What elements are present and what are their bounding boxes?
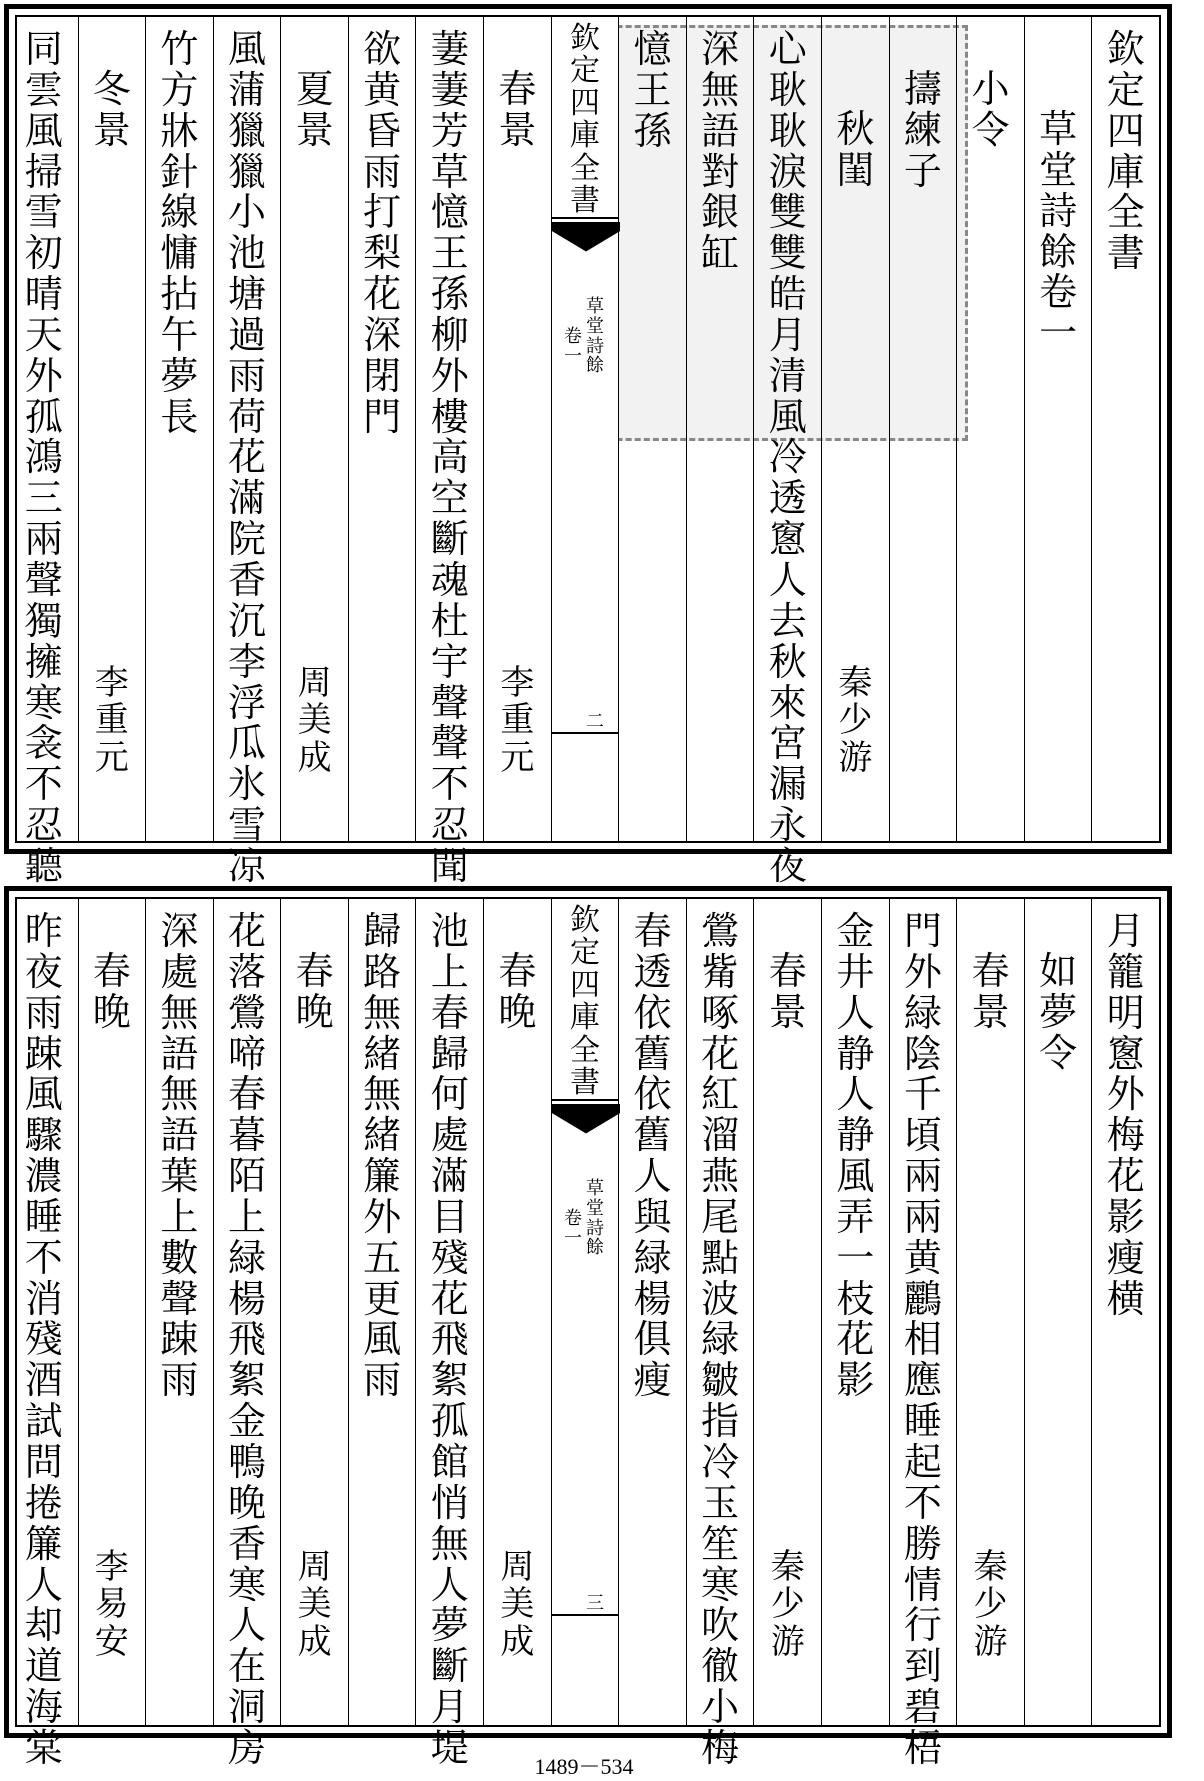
page-number: 1489－534 [534,1754,634,1779]
fold-subtitle: 草堂詩餘 [585,1178,604,1259]
column-text: 擣練子 [903,67,942,193]
text-column [10,899,78,1770]
text-column [483,899,551,1725]
text-column [145,17,213,841]
column-text: 秋閨 [836,107,875,192]
text-column [1024,17,1092,841]
column-text: 春晚 [92,949,131,1034]
text-column [145,899,213,1725]
column-text: 心耿耿淚雙雙皓月清風冷透窻人去秋來宮漏永夜 [768,27,807,888]
column-text: 春景 [498,67,537,152]
column-text: 春透依舊依舊人與緑楊俱瘦 [633,909,672,1403]
column-text: 歸路無緒無緒簾外五更風雨 [363,909,402,1403]
top-page-frame [15,15,1161,888]
text-column [618,17,686,841]
text-column [1091,899,1159,1725]
column-text: 憶王孫 [633,27,672,153]
column-text: 春景 [971,949,1010,1034]
column-author: 李重元 [500,662,535,778]
column-text: 池上春歸何處滿目殘花飛絮孤館悄無人夢斷月堤 [430,909,469,1770]
column-text: 金井人静人静風弄一枝花影 [836,909,875,1403]
text-column [686,899,754,1770]
text-column [280,899,348,1725]
fold-title: 欽定四庫全書 [569,903,600,1100]
text-column [889,899,957,1770]
folio-number: 二 [585,711,604,732]
fold-title: 欽定四庫全書 [569,21,600,218]
text-column [956,899,1024,1725]
column-text: 竹方牀針線慵拈午夢長 [160,27,199,439]
fold-divider [552,1099,619,1101]
fishtail-mark-icon [552,1104,620,1138]
column-text: 欽定四庫全書 [1106,27,1145,276]
text-column [753,17,821,888]
text-column [821,17,889,841]
column-author: 周美成 [297,662,332,778]
column-text: 花落鶯啼春暮陌上緑楊飛絮金鴨晚香寒人在洞房 [227,909,266,1770]
column-text: 小令 [971,67,1010,152]
top-page [4,4,1172,888]
column-text: 春晚 [295,949,334,1034]
column-text: 鶯觜啄花紅溜燕尾點波緑皺指冷玉笙寒吹徹小梅 [701,909,740,1770]
text-column [618,899,686,1725]
fold-divider [552,217,619,219]
center-fold-column [551,899,619,1725]
text-column [1024,899,1092,1725]
fold-subtitle: 草堂詩餘 [585,296,604,377]
column-text: 同雲風掃雪初晴天外孤鴻三兩聲獨擁寒衾不忍聽 [24,27,63,888]
text-column [213,17,281,888]
column-text: 昨夜雨踈風驟濃睡不消殘酒試問捲簾人却道海棠 [24,909,63,1770]
text-column [753,899,821,1725]
text-column [213,899,281,1770]
column-author: 李重元 [94,662,129,778]
column-author: 周美成 [297,1546,332,1662]
top-columns [17,17,1159,888]
column-text: 萋萋芳草憶王孫柳外樓高空斷魂杜宇聲聲不忍聞 [430,27,469,888]
column-author: 秦少游 [770,1546,805,1662]
column-text: 夏景 [295,67,334,152]
center-fold-column [551,17,619,841]
column-text: 風蒲獵獵小池塘過雨荷花滿院香沉李浮瓜氷雪凉 [227,27,266,888]
text-column [956,17,1024,841]
fold-divider-lower [552,732,619,734]
text-column [78,899,146,1725]
fold-volume: 卷一 [563,1208,582,1249]
column-text: 深處無語無語葉上數聲踈雨 [160,909,199,1403]
column-text: 深無語對銀缸 [701,27,740,276]
text-column [686,17,754,841]
column-author: 周美成 [500,1546,535,1662]
column-author: 秦少游 [838,662,873,778]
text-column [348,899,416,1725]
column-text: 草堂詩餘卷一 [1039,107,1078,356]
fold-divider-lower [552,1614,619,1616]
text-column [78,17,146,841]
column-text: 門外緑陰千頃兩兩黄鸝相應睡起不勝情行到碧梧 [903,909,942,1770]
column-author: 李易安 [94,1546,129,1662]
fold-volume: 卷一 [563,326,582,367]
text-column [1091,17,1159,841]
fishtail-mark-icon [552,222,620,256]
text-column [483,17,551,841]
column-text: 春晚 [498,949,537,1034]
text-column [415,17,483,888]
text-column [280,17,348,841]
column-text: 冬景 [92,67,131,152]
column-author: 秦少游 [973,1546,1008,1662]
text-column [10,17,78,888]
column-text: 月籠明窻外梅花影瘦横 [1106,909,1145,1321]
column-text: 春景 [768,949,807,1034]
text-column [348,17,416,841]
folio-number: 三 [585,1593,604,1614]
text-column [889,17,957,841]
column-text: 如夢令 [1039,949,1078,1075]
text-column [821,899,889,1725]
text-column [415,899,483,1770]
column-text: 欲黄昏雨打梨花深閉門 [363,27,402,439]
